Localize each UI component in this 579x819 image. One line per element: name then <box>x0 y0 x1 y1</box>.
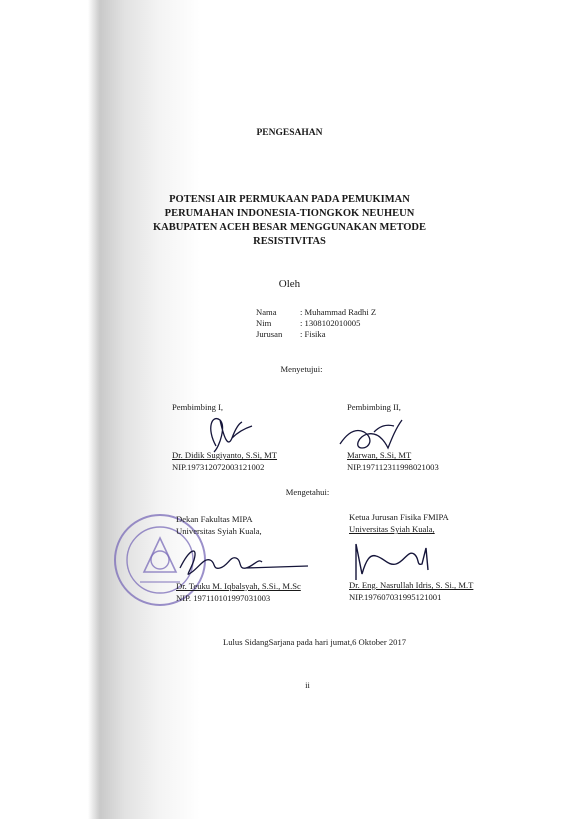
dekan-role-line1: Dekan Fakultas MIPA <box>176 514 253 524</box>
ketua-name: Dr. Eng. Nasrullah Idris, S. Si., M.T <box>349 580 474 590</box>
ketua-nip: NIP.197607031995121001 <box>349 592 442 602</box>
title-line: KABUPATEN ACEH BESAR MENGGUNAKAN METODE <box>152 222 427 233</box>
identity-values <box>300 307 376 340</box>
lulus-statement: Lulus SidangSarjana pada hari jumat,6 Oktober 2017 <box>223 637 407 647</box>
title-line: POTENSI AIR PERMUKAAN PADA PEMUKIMAN <box>169 194 410 205</box>
pembimbing1-role: Pembimbing I, <box>172 402 224 412</box>
title-line: PERUMAHAN INDONESIA-TIONGKOK NEUHEUN <box>164 208 415 219</box>
dekan-nip: NIP. 197110101997031003 <box>176 593 271 603</box>
identity-label-nama: Nama <box>256 307 277 317</box>
dekan-role-line2: Universitas Syiah Kuala, <box>176 526 262 536</box>
identity-labels <box>256 307 282 340</box>
menyetujui-label: Menyetujui: <box>280 364 323 374</box>
identity-value-nama: : Muhammad Radhi Z <box>300 307 377 317</box>
title-line: RESISTIVITAS <box>253 236 326 247</box>
mengetahui-label: Mengetahui: <box>285 487 330 497</box>
identity-value-jurusan: : Fisika <box>300 329 326 339</box>
pembimbing1-nip: NIP.197312072003121002 <box>172 462 265 472</box>
oleh-label: Oleh <box>278 278 301 290</box>
page-heading: PENGESAHAN <box>256 128 323 138</box>
page-number: ii <box>305 680 310 690</box>
identity-label-nim: Nim <box>256 318 272 328</box>
thesis-title <box>0 193 579 249</box>
scan-shadow <box>0 0 200 819</box>
pembimbing2-nip: NIP.197112311998021003 <box>347 462 439 472</box>
pembimbing1-name: Dr. Didik Sugiyanto, S.Si, MT <box>172 450 278 460</box>
dekan-name: Dr. Teuku M. Iqbalsyah, S.Si., M.Sc <box>176 581 301 591</box>
identity-value-nim: : 1308102010005 <box>300 318 361 328</box>
ketua-role-line2: Universitas Syiah Kuala, <box>349 524 435 534</box>
pembimbing2-name: Marwan, S.Si, MT <box>347 450 412 460</box>
pembimbing2-role: Pembimbing II, <box>347 402 401 412</box>
identity-label-jurusan: Jurusan <box>256 329 283 339</box>
ketua-role-line1: Ketua Jurusan Fisika FMIPA <box>349 512 449 522</box>
